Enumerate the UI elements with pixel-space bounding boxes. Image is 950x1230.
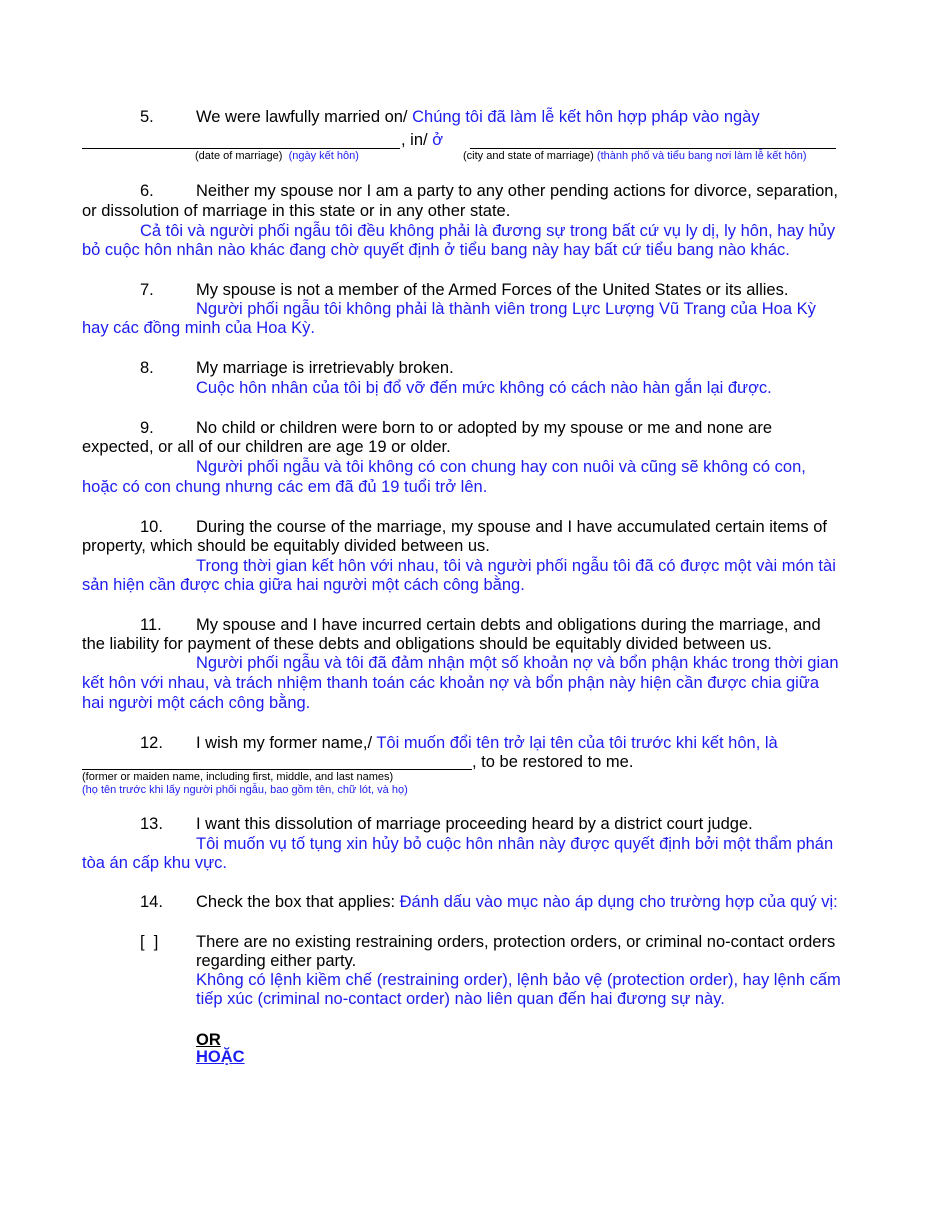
item-text-vi: tòa án cấp khu vực. [82, 854, 227, 872]
item-text-vi: Chúng tôi đã làm lễ kết hôn hợp pháp vào ngày [412, 108, 760, 126]
item-text: property, which should be equitably divided between us. [82, 537, 490, 555]
item-text: Check the box that applies: [196, 893, 396, 911]
item-number: 11. [140, 616, 162, 634]
former-name-field[interactable] [82, 769, 472, 770]
item-number: 8. [140, 359, 154, 377]
caption: (date of marriage) [195, 150, 283, 162]
item-text-vi: Tôi muốn đổi tên trở lại tên của tôi trước khi kết hôn, là [376, 734, 778, 752]
item-text-vi: Trong thời gian kết hôn với nhau, tôi và người phối ngẫu tôi đã có được một vài món tài [196, 557, 836, 575]
item-text: I wish my former name,/ [196, 734, 373, 752]
caption-vi: (thành phố và tiểu bang nơi làm lễ kết hôn) [596, 150, 807, 162]
item-text: the liability for payment of these debts and obligations should be equitably divided between us. [82, 635, 772, 653]
item-text: Neither my spouse nor I am a party to any other pending actions for divorce, separation, [196, 182, 839, 200]
option-text-vi: Không có lệnh kiềm chế (restraining order), lệnh bảo vệ (protection order), hay lệnh cấm [196, 971, 841, 989]
item-text: My spouse is not a member of the Armed Forces of the United States or its allies. [196, 281, 789, 299]
item-text-vi: Cuộc hôn nhân của tôi bị đổ vỡ đến mức không có cách nào hàn gắn lại được. [196, 379, 772, 397]
item-text: During the course of the marriage, my spouse and I have accumulated certain items of [196, 518, 827, 536]
place-of-marriage-field[interactable] [470, 148, 836, 149]
item-text: or dissolution of marriage in this state or in any other state. [82, 202, 511, 220]
item-text-vi: Người phối ngẫu và tôi không có con chung hay con nuôi và cũng sẽ không có con, [196, 458, 806, 476]
item-text-vi: kết hôn với nhau, và trách nhiệm thanh toán các khoản nợ và bổn phận này hiện cần được chia giữa [82, 674, 820, 692]
item-number: 14. [140, 893, 163, 911]
item-number: 12. [140, 734, 163, 752]
item-number: 10. [140, 518, 163, 536]
or-label: OR [196, 1031, 221, 1049]
item-number: 5. [140, 108, 154, 126]
item-text: , to be restored to me. [472, 753, 634, 771]
item-text-vi: hay các đồng minh của Hoa Kỳ. [82, 319, 315, 337]
option-text-vi: tiếp xúc (criminal no-contact order) nào liên quan đến hai đương sự này. [196, 990, 725, 1008]
item-number: 7. [140, 281, 154, 299]
item-text-vi: Tôi muốn vụ tố tụng xin hủy bỏ cuộc hôn nhân này được quyết định bởi một thẩm phán [196, 835, 834, 853]
option-text: There are no existing restraining orders, protection orders, or criminal no-contact orders [196, 933, 836, 951]
item-text-vi: hoặc có con chung nhưng các em đã đủ 19 tuổi trở lên. [82, 478, 488, 496]
item-text-vi: Đánh dấu vào mục nào áp dụng cho trường hợp của quý vị: [399, 893, 838, 911]
item-text-vi: Người phối ngẫu và tôi đã đảm nhận một số khoản nợ và bổn phận khác trong thời gian [196, 654, 839, 672]
item-text: My spouse and I have incurred certain debts and obligations during the marriage, and [196, 616, 821, 634]
caption: (former or maiden name, including first, middle, and last names) [82, 771, 394, 783]
caption: (city and state of marriage) [463, 150, 594, 162]
item-text: My marriage is irretrievably broken. [196, 359, 454, 377]
item-text: We were lawfully married on/ [196, 108, 408, 126]
caption-vi: (ngày kết hôn) [288, 150, 359, 162]
or-label-vi: HOẶC [196, 1048, 245, 1066]
item-text-vi: Người phối ngẫu tôi không phải là thành viên trong Lực Lượng Vũ Trang của Hoa Kỳ [196, 300, 816, 318]
item-text: I want this dissolution of marriage proceeding heard by a district court judge. [196, 815, 753, 833]
item-text-vi: Cả tôi và người phối ngẫu tôi đều không phải là đương sự trong bất cứ vụ ly dị, ly hôn, hay hủy [140, 222, 836, 240]
item-text: No child or children were born to or adopted by my spouse or me and none are [196, 419, 772, 437]
option-text: regarding either party. [196, 952, 357, 970]
item-text: expected, or all of our children are age 19 or older. [82, 438, 451, 456]
in-label: , in/ [401, 131, 428, 149]
item-text-vi: bỏ cuộc hôn nhân nào khác đang chờ quyết định ở tiểu bang này hay bất cứ tiểu bang nào khác. [82, 241, 790, 259]
no-orders-checkbox[interactable]: [ ] [140, 933, 159, 951]
in-label-vi: ở [432, 131, 444, 149]
caption-vi: (họ tên trước khi lấy người phối ngẫu, bao gồm tên, chữ lót, và họ) [82, 784, 408, 796]
item-number: 13. [140, 815, 163, 833]
item-number: 6. [140, 182, 154, 200]
date-of-marriage-field[interactable] [82, 148, 400, 149]
item-number: 9. [140, 419, 154, 437]
item-text-vi: sản hiện cần được chia giữa hai người một cách công bằng. [82, 576, 525, 594]
item-text-vi: hai người một cách công bằng. [82, 694, 311, 712]
